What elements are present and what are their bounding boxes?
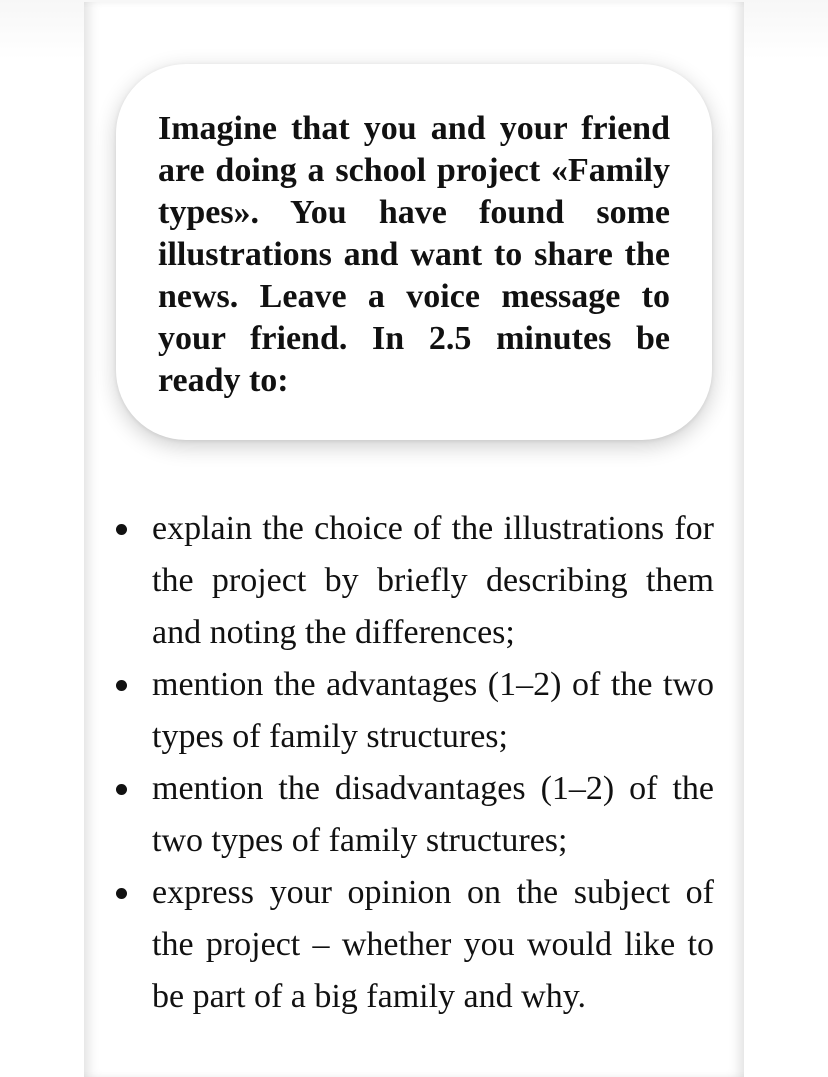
task-prompt-text: Imagine that you and your friend are doing a school project «Family types». You have found some illustrations and want to share the news. Leave a voice message to your friend. In 2.5 minutes be ready to:	[158, 110, 670, 399]
list-item-text: mention the advantages (1–2) of the two types of family structures;	[152, 666, 714, 755]
list-item	[110, 503, 714, 659]
bullet-icon	[116, 888, 127, 899]
list-item-text: express your opinion on the subject of the project – whether you would like to be part of a big family and why.	[152, 874, 714, 1015]
list-item	[110, 763, 714, 867]
left-margin	[0, 60, 84, 1077]
list-item-text: mention the disadvantages (1–2) of the two types of family structures;	[152, 770, 714, 859]
task-prompt-card	[116, 64, 712, 440]
list-item	[110, 659, 714, 763]
list-item-text: explain the choice of the illustrations for the project by briefly describing them and noting the differences;	[152, 510, 714, 651]
task-list	[110, 503, 714, 1023]
bullet-icon	[116, 784, 127, 795]
right-margin	[744, 60, 828, 1077]
bullet-icon	[116, 680, 127, 691]
list-item	[110, 867, 714, 1023]
bullet-icon	[116, 524, 127, 535]
